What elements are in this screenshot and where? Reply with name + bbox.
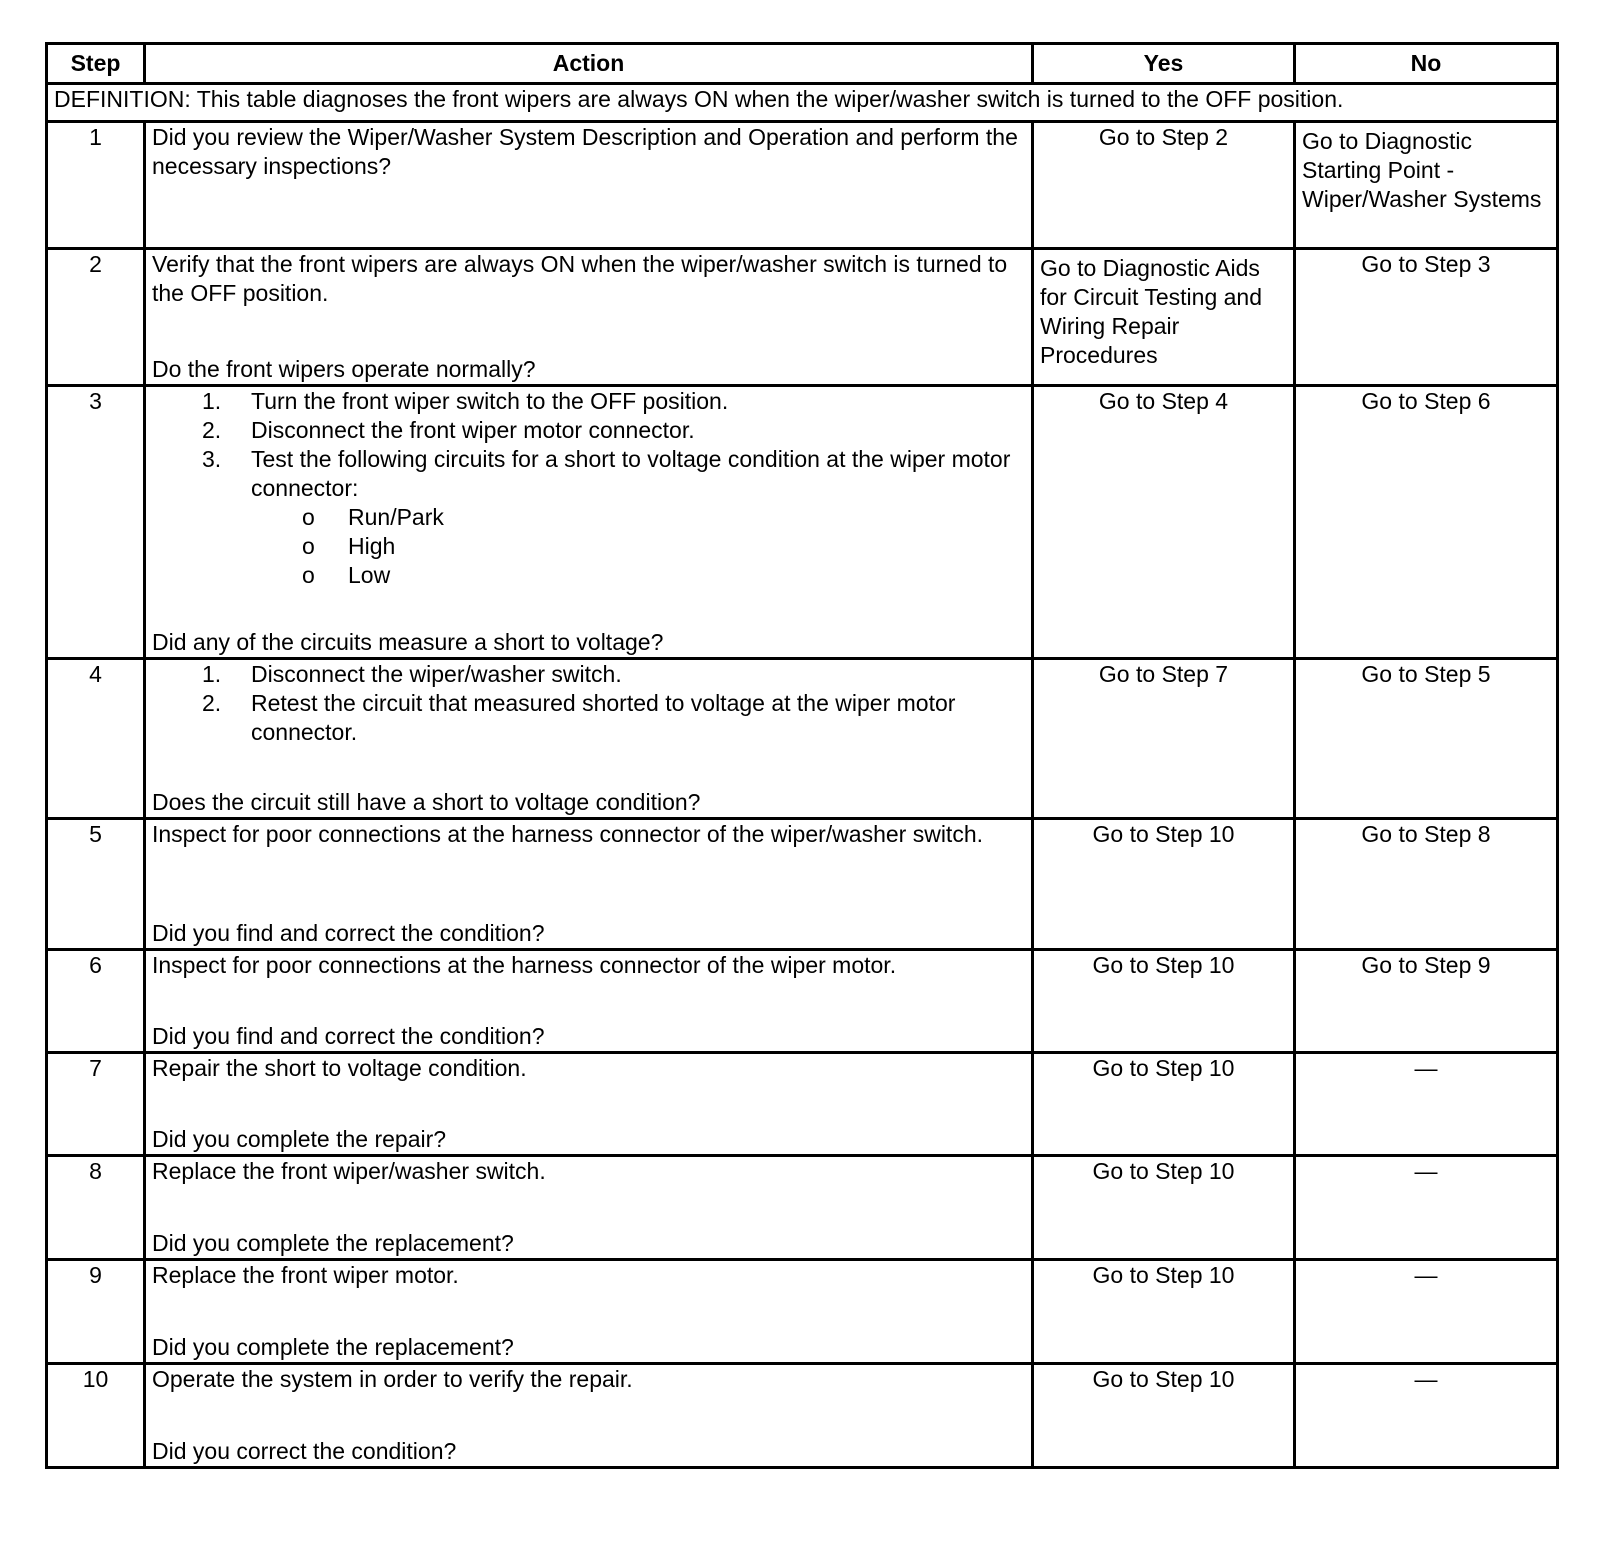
header-yes: Yes	[1033, 44, 1295, 84]
list-item	[152, 503, 1025, 532]
table-row	[47, 1156, 1558, 1260]
action-cell	[145, 1260, 1033, 1364]
action-text: Operate the system in order to verify the repair.	[152, 1366, 633, 1392]
action-question: Does the circuit still have a short to voltage condition?	[152, 789, 701, 815]
list-item	[152, 561, 1025, 590]
action-text: Replace the front wiper motor.	[152, 1262, 459, 1288]
list-item	[152, 416, 1025, 445]
action-text: Inspect for poor connections at the harness connector of the wiper/washer switch.	[152, 821, 983, 847]
numbered-list	[152, 387, 1025, 503]
yes-cell: Go to Step 10	[1033, 1156, 1295, 1260]
action-cell	[145, 950, 1033, 1053]
action-cell	[145, 249, 1033, 386]
yes-cell: Go to Step 4	[1033, 386, 1295, 659]
step-number: 7	[47, 1053, 145, 1156]
list-number: 2.	[202, 690, 222, 716]
action-question: Did you find and correct the condition?	[152, 920, 545, 946]
action-cell	[145, 1156, 1033, 1260]
list-number: 1.	[202, 388, 222, 414]
no-cell: —	[1295, 1053, 1558, 1156]
step-number: 4	[47, 659, 145, 819]
list-item	[152, 532, 1025, 561]
table-row	[47, 249, 1558, 386]
header-no: No	[1295, 44, 1558, 84]
list-item	[152, 660, 1025, 689]
table-row	[47, 1260, 1558, 1364]
diagnostic-table	[45, 42, 1559, 1469]
step-number: 10	[47, 1364, 145, 1468]
no-cell: Go to Step 5	[1295, 659, 1558, 819]
list-text: Turn the front wiper switch to the OFF position.	[251, 388, 729, 414]
action-cell	[145, 659, 1033, 819]
no-cell: Go to Step 8	[1295, 819, 1558, 950]
list-text: Disconnect the front wiper motor connector.	[251, 417, 695, 443]
action-text: Inspect for poor connections at the harness connector of the wiper motor.	[152, 952, 897, 978]
header-row	[47, 44, 1558, 84]
list-text: Retest the circuit that measured shorted to voltage at the wiper motor connector.	[251, 690, 956, 745]
list-text: Disconnect the wiper/washer switch.	[251, 661, 622, 687]
list-number: 2.	[202, 417, 222, 443]
step-number: 1	[47, 122, 145, 249]
table-row	[47, 386, 1558, 659]
no-cell: —	[1295, 1364, 1558, 1468]
step-number: 5	[47, 819, 145, 950]
step-number: 3	[47, 386, 145, 659]
action-cell	[145, 1053, 1033, 1156]
no-cell: Go to Step 9	[1295, 950, 1558, 1053]
action-question: Did you complete the replacement?	[152, 1334, 514, 1360]
table-row	[47, 1053, 1558, 1156]
list-text: High	[348, 533, 396, 559]
table-row	[47, 950, 1558, 1053]
yes-cell: Go to Step 7	[1033, 659, 1295, 819]
action-question: Did you correct the condition?	[152, 1438, 457, 1464]
action-question: Did any of the circuits measure a short to voltage?	[152, 629, 664, 655]
step-number: 8	[47, 1156, 145, 1260]
header-action: Action	[145, 44, 1033, 84]
numbered-list	[152, 660, 1025, 747]
no-cell: Go to Step 6	[1295, 386, 1558, 659]
action-question: Did you complete the replacement?	[152, 1230, 514, 1256]
no-cell: —	[1295, 1156, 1558, 1260]
action-cell	[145, 122, 1033, 249]
table-row	[47, 819, 1558, 950]
action-cell	[145, 819, 1033, 950]
table-row	[47, 1364, 1558, 1468]
bullet-icon: o	[302, 562, 315, 588]
action-question: Did you find and correct the condition?	[152, 1023, 545, 1049]
step-number: 2	[47, 249, 145, 386]
action-question: Do the front wipers operate normally?	[152, 356, 536, 382]
yes-cell: Go to Step 10	[1033, 950, 1295, 1053]
list-text: Low	[348, 562, 391, 588]
list-text: Run/Park	[348, 504, 444, 530]
step-number: 9	[47, 1260, 145, 1364]
list-item	[152, 689, 1025, 747]
yes-cell: Go to Step 10	[1033, 1364, 1295, 1468]
list-item	[152, 387, 1025, 416]
list-number: 3.	[202, 446, 222, 472]
action-text: Did you review the Wiper/Washer System Description and Operation and perform the necessary inspections?	[152, 124, 1018, 179]
no-cell: Go to Diagnostic Starting Point - Wiper/Washer Systems	[1295, 122, 1558, 249]
yes-cell: Go to Step 10	[1033, 1053, 1295, 1156]
list-text: Test the following circuits for a short to voltage condition at the wiper motor connector:	[251, 446, 1011, 501]
no-cell: —	[1295, 1260, 1558, 1364]
yes-cell: Go to Step 2	[1033, 122, 1295, 249]
definition-row	[47, 84, 1558, 122]
action-text: Replace the front wiper/washer switch.	[152, 1158, 546, 1184]
step-number: 6	[47, 950, 145, 1053]
no-cell: Go to Step 3	[1295, 249, 1558, 386]
action-text: Repair the short to voltage condition.	[152, 1055, 527, 1081]
list-item	[152, 445, 1025, 503]
table-row	[47, 659, 1558, 819]
definition-text: DEFINITION: This table diagnoses the front wipers are always ON when the wiper/washer switch is turned to the OFF position.	[47, 84, 1558, 122]
header-step: Step	[47, 44, 145, 84]
action-question: Did you complete the repair?	[152, 1126, 447, 1152]
yes-cell: Go to Step 10	[1033, 1260, 1295, 1364]
list-number: 1.	[202, 661, 222, 687]
bullet-icon: o	[302, 533, 315, 559]
circuit-list	[152, 503, 1025, 590]
action-cell	[145, 386, 1033, 659]
action-text: Verify that the front wipers are always ON when the wiper/washer switch is turned to the OFF position.	[152, 251, 1008, 306]
bullet-icon: o	[302, 504, 315, 530]
table-row	[47, 122, 1558, 249]
action-cell	[145, 1364, 1033, 1468]
yes-cell: Go to Step 10	[1033, 819, 1295, 950]
yes-cell: Go to Diagnostic Aids for Circuit Testing and Wiring Repair Procedures	[1033, 249, 1295, 386]
